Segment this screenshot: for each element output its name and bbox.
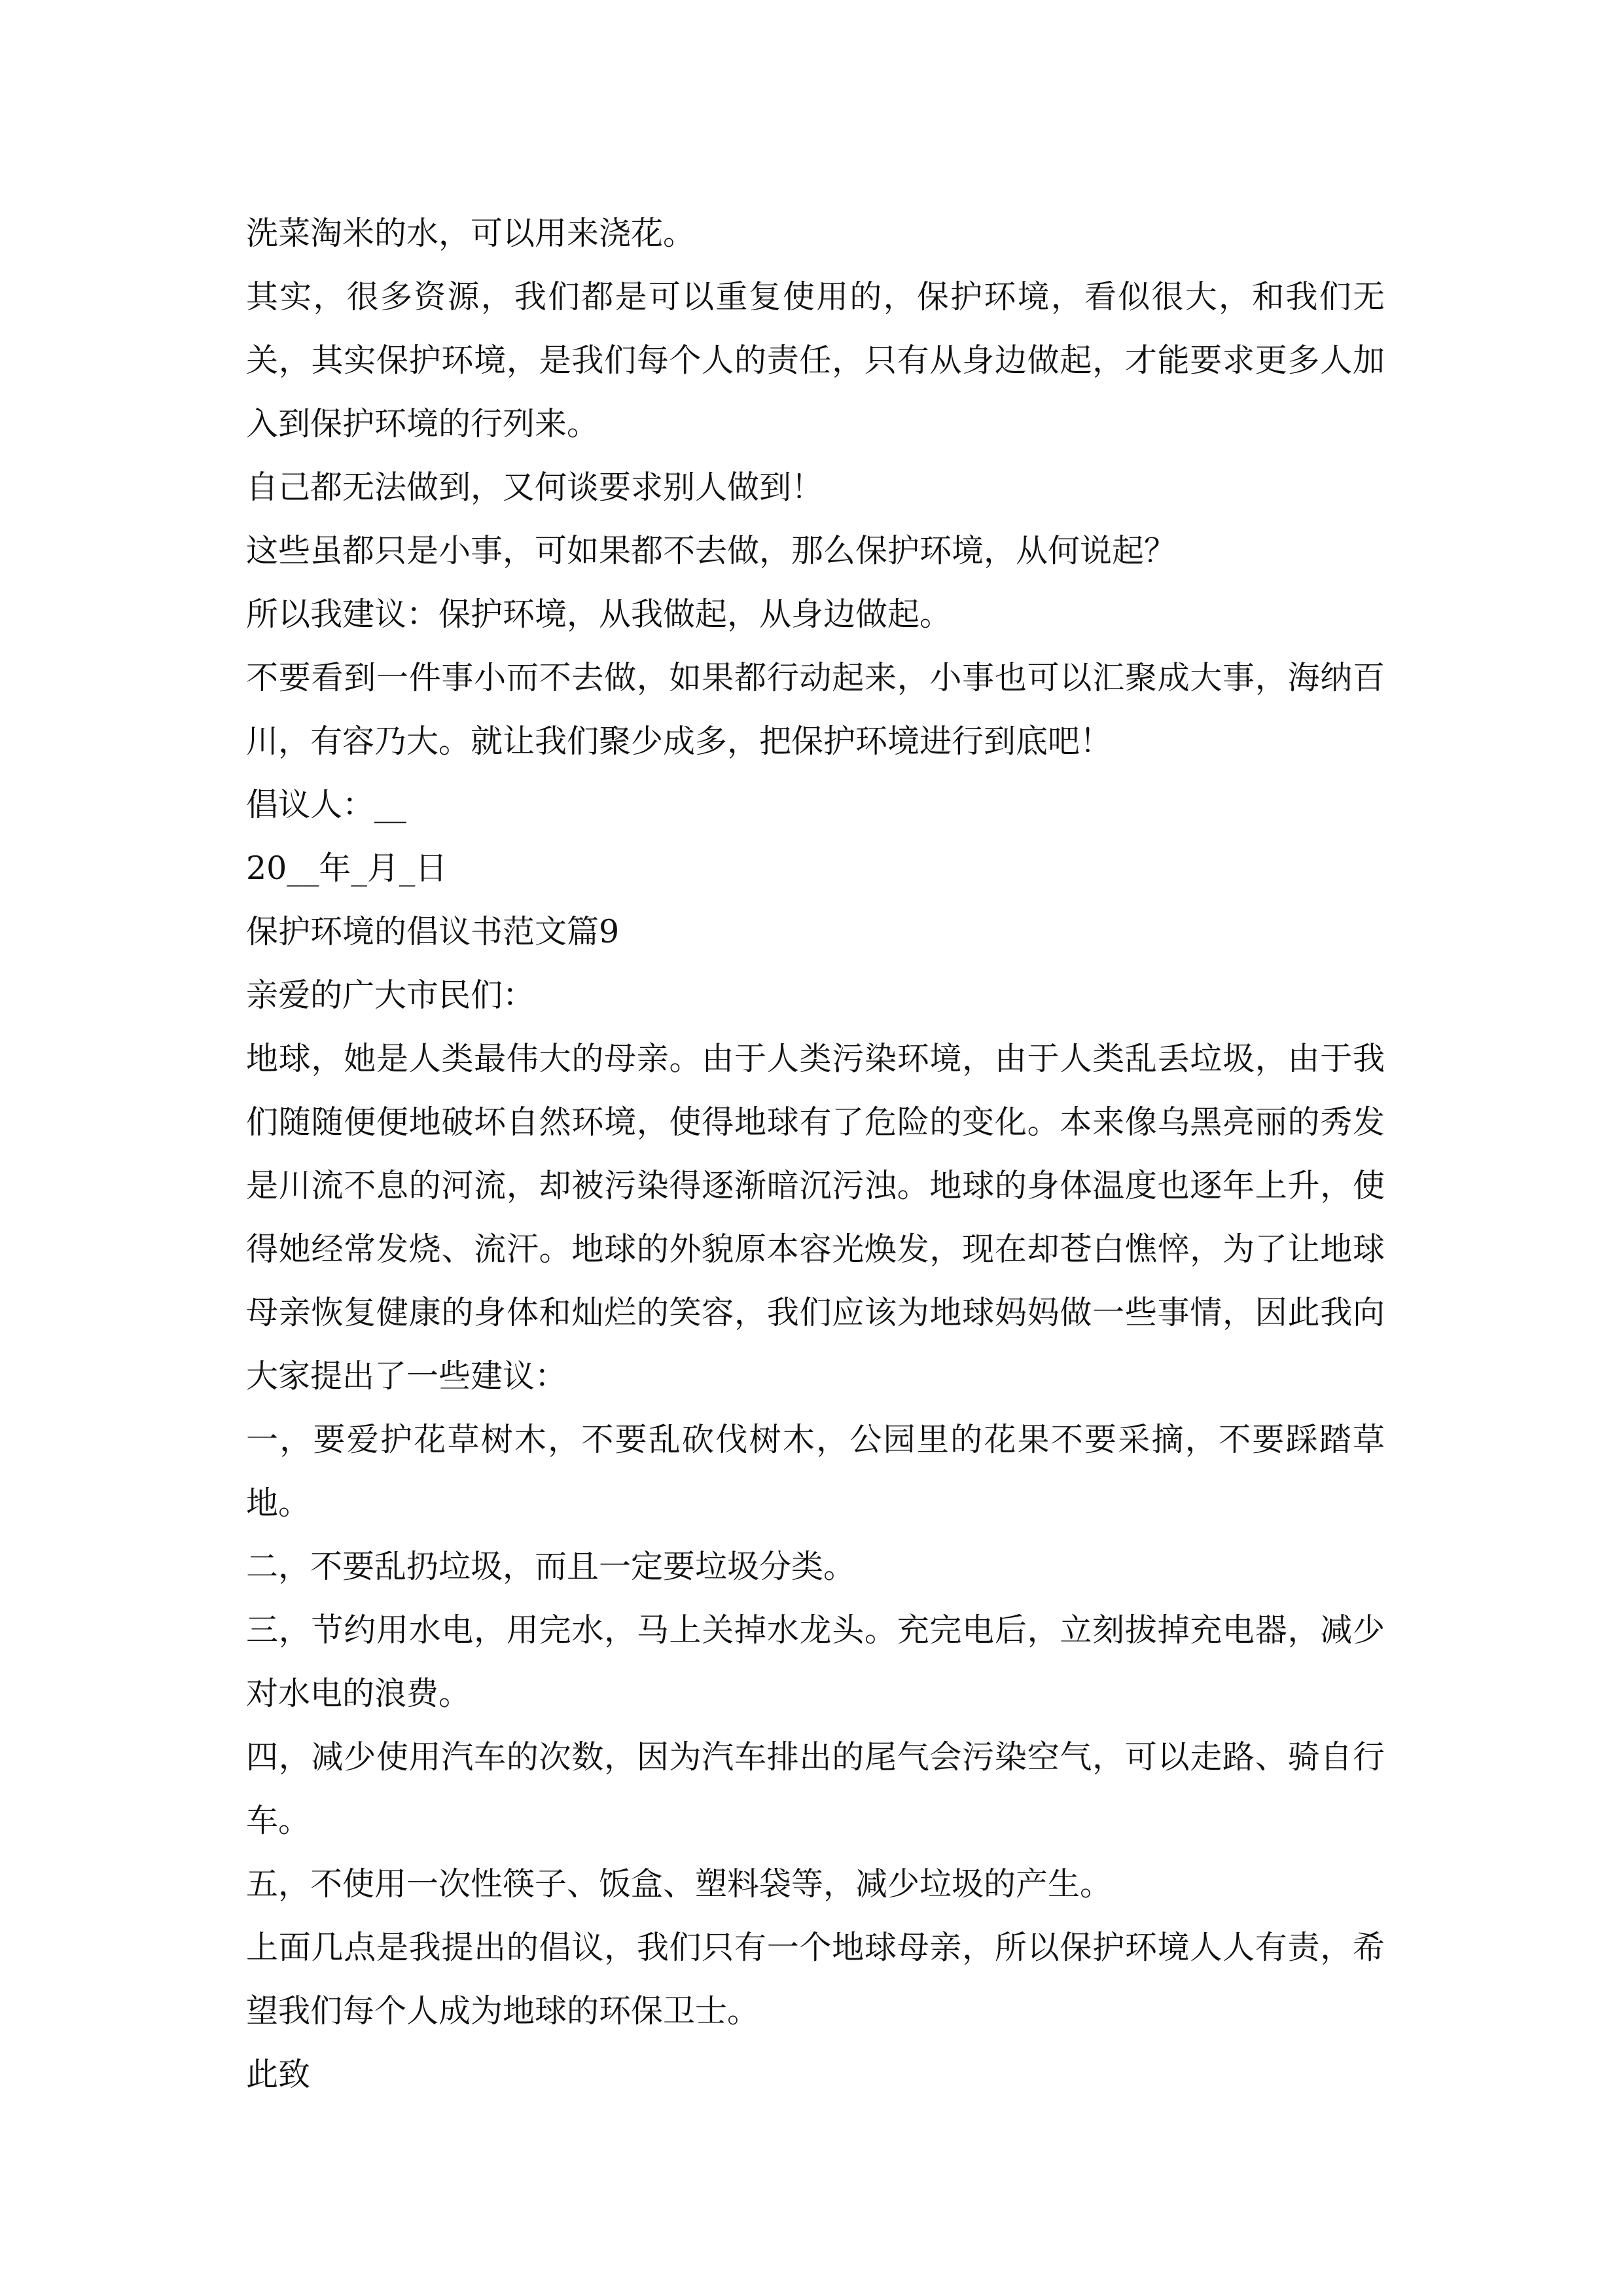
paragraph-gather-small: 不要看到一件事小而不去做，如果都行动起来，小事也可以汇聚成大事，海纳百川，有容乃大。就让我们聚少成多，把保护环境进行到底吧！: [246, 659, 1385, 760]
paragraph-initiator: 倡议人：__: [246, 786, 407, 823]
section-title: 保护环境的倡议书范文篇9: [246, 913, 620, 950]
paragraph-date: 20__年_月_日: [246, 850, 448, 887]
paragraph-small-things: 这些虽都只是小事，可如果都不去做，那么保护环境，从何说起？: [246, 532, 1177, 569]
proposal-item-5: 五，不使用一次性筷子、饭盒、塑料袋等，减少垃圾的产生。: [246, 1865, 1113, 1903]
document-body: [246, 202, 1385, 2106]
paragraph-conclusion: 上面几点是我提出的倡议，我们只有一个地球母亲，所以保护环境人人有责，希望我们每个人成为地球的环保卫士。: [246, 1929, 1385, 2030]
proposal-item-1: 一，要爱护花草树木，不要乱砍伐树木，公园里的花果不要采摘，不要踩踏草地。: [246, 1421, 1385, 1522]
proposal-item-4: 四，减少使用汽车的次数，因为汽车排出的尾气会污染空气，可以走路、骑自行车。: [246, 1738, 1385, 1839]
proposal-item-3: 三，节约用水电，用完水，马上关掉水龙头。充完电后，立刻拔掉充电器，减少对水电的浪费。: [246, 1611, 1385, 1712]
paragraph-cannot-do-self: 自己都无法做到，又何谈要求别人做到！: [246, 469, 824, 506]
paragraph-reuse-resources: 其实，很多资源，我们都是可以重复使用的，保护环境，看似很大，和我们无关，其实保护环境，是我们每个人的责任，只有从身边做起，才能要求更多人加入到保护环境的行列来。: [246, 278, 1385, 442]
paragraph-suggestion: 所以我建议：保护环境，从我做起，从身边做起。: [246, 596, 952, 633]
paragraph-salutation: 亲爱的广大市民们：: [246, 977, 535, 1014]
proposal-item-2: 二，不要乱扔垃圾，而且一定要垃圾分类。: [246, 1548, 856, 1585]
paragraph-earth-mother: 地球，她是人类最伟大的母亲。由于人类污染环境，由于人类乱丢垃圾，由于我们随随便便地破坏自然环境，使得地球有了危险的变化。本来像乌黑亮丽的秀发是川流不息的河流，却被污染得逐渐暗沉污浊。地球的身体温度也逐年上升，使得她经常发烧、流汗。地球的外貌原本容光焕发，现在却苍白憔悴，为了让地球母亲恢复健康的身体和灿烂的笑容，我们应该为地球妈妈做一些事情，因此我向大家提出了一些建议：: [246, 1040, 1385, 1395]
paragraph-rice-water: 洗菜淘米的水，可以用来浇花。: [246, 215, 696, 252]
paragraph-closing: 此致: [246, 2056, 311, 2093]
